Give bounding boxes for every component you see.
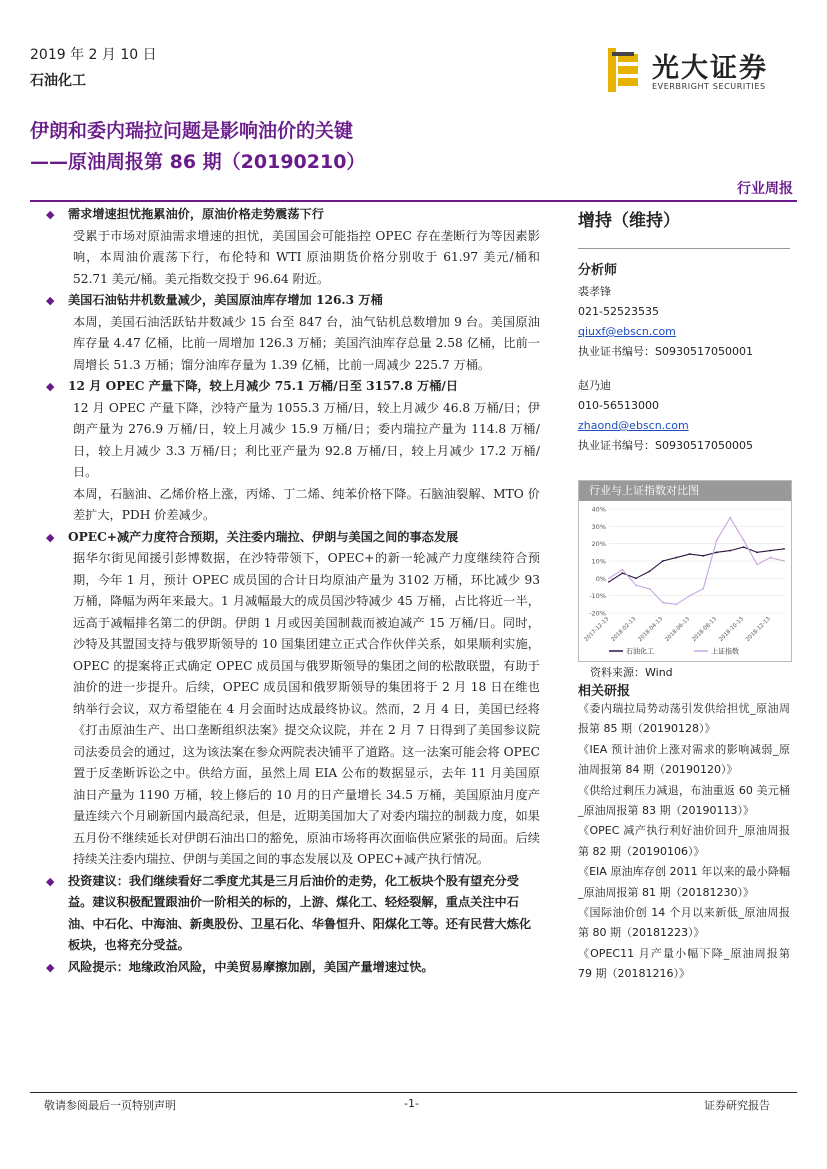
bullet-heading: ◆ 12 月 OPEC 产量下降，较上月减少 75.1 万桶/日至 3157.8 万桶/日	[40, 376, 540, 398]
x-tick-label: 2017-12-13	[583, 616, 611, 644]
data-point	[716, 551, 718, 553]
x-tick-label: 2018-10-13	[718, 616, 746, 644]
data-point	[756, 551, 758, 553]
report-link[interactable]: 《EIA 原油库存创 2011 年以来的最小降幅_原油周报第 81 期（20181230）》	[578, 865, 790, 899]
footer-label: 证券研究报告	[704, 1099, 770, 1112]
research-heading: 相关研报	[578, 684, 631, 699]
footer-disclaimer: 敬请参阅最后一页特别声明	[44, 1099, 176, 1112]
y-tick-label: 20%	[591, 540, 606, 549]
analyst-phone: 010-56513000	[578, 399, 659, 412]
data-point	[689, 595, 691, 597]
bullet-heading: ◆ 风险提示：地缘政治风险，中美贸易摩擦加剧，美国产量增速过快。	[40, 957, 540, 979]
y-tick-label: 30%	[591, 522, 606, 531]
report-link[interactable]: 《OPEC 减产执行利好油价回升_原油周报第 82 期（20190106）》	[578, 824, 790, 858]
report-link[interactable]: 《国际油价创 14 个月以来新低_原油周报第 80 期（20181223）》	[578, 906, 790, 940]
paragraph: 本周，石脑油、乙烯价格上涨，丙烯、丁二烯、纯苯价格下降。石脑油裂解、MTO 价差扩大，PDH 价差减少。	[73, 486, 540, 522]
data-point	[702, 588, 704, 590]
chart-source: 资料来源：Wind	[590, 666, 673, 679]
data-point	[635, 584, 637, 586]
analyst-phone: 021-52523535	[578, 305, 659, 318]
data-point	[716, 539, 718, 541]
sector-label: 石油化工	[30, 73, 86, 89]
comparison-chart	[578, 480, 792, 662]
data-point	[622, 572, 624, 574]
data-point	[743, 539, 745, 541]
paragraph: 受累于市场对原油需求增速的担忧，美国国会可能指控 OPEC 存在垄断行为等因素影响，本周油价震荡下行，布伦特和 WTI 原油期货价格分别收于 61.97 美元/桶和 52.71 美元/桶。美元指数交投于 96.64 附近。	[73, 228, 540, 286]
data-point	[662, 602, 664, 604]
bullet-heading: ◆ 美国石油钻井机数量减少，美国原油库存增加 126.3 万桶	[40, 290, 540, 312]
data-point	[689, 553, 691, 555]
bullet-heading: ◆ OPEC+减产力度符合预期，关注委内瑞拉、伊朗与美国之间的事态发展	[40, 527, 540, 549]
paragraph: 本周，美国石油活跃钻井数减少 15 台至 847 台，油气钻机总数增加 9 台。美国原油库存量 4.47 亿桶，比前一周增加 126.3 万桶；美国汽油库存总量 2.58 亿桶，比前一周增长 51.3 万桶；馏分油库存量为 1.39 亿桶，比前一周减少 225.7 万桶。	[73, 314, 540, 372]
x-tick-label: 2018-06-13	[664, 616, 692, 644]
data-point	[662, 560, 664, 562]
related-research	[578, 680, 790, 985]
analyst-name: 裘孝锋	[578, 285, 611, 298]
x-tick-label: 2018-08-13	[691, 616, 719, 644]
report-link[interactable]: 《OPEC11 月产量小幅下降_原油周报第 79 期（20181216）》	[578, 946, 790, 981]
footer-divider	[30, 1092, 797, 1093]
data-point	[622, 569, 624, 571]
data-point	[648, 571, 650, 573]
report-link[interactable]: 《供给过剩压力减退，布油重返 60 美元桶_原油周报第 83 期（20190113）》	[578, 783, 790, 818]
data-point	[729, 550, 731, 552]
data-point	[648, 588, 650, 590]
report-link[interactable]: 《委内瑞拉局势动荡引发供给担忧_原油周报第 85 期（20190128）》	[578, 702, 790, 736]
analyst-cert: 执业证书编号：S0930517050005	[578, 439, 753, 452]
data-point	[756, 564, 758, 566]
analyst-email-link[interactable]: zhaond@ebscn.com	[578, 419, 689, 432]
report-date: 2019 年 2 月 10 日	[30, 47, 157, 63]
analyst-email-link[interactable]: qiuxf@ebscn.com	[578, 325, 676, 338]
data-point	[770, 550, 772, 552]
legend-label: 石油化工	[626, 647, 654, 656]
report-type: 行业周报	[737, 181, 793, 197]
rating: 增持（维持）	[578, 206, 790, 249]
data-point	[783, 560, 785, 562]
data-point	[770, 557, 772, 559]
data-point	[702, 555, 704, 557]
logo-name: 光大证券	[652, 53, 768, 84]
report-subtitle: ——原油周报第 86 期（20190210）	[30, 151, 366, 173]
report-list	[578, 699, 790, 985]
logo-english: EVERBRIGHT SECURITIES	[652, 82, 766, 91]
analyst-cert: 执业证书编号：S0930517050001	[578, 345, 753, 358]
bullet-heading: ◆ 投资建议：我们继续看好二季度尤其是三月后油价的走势，化工板块个股有望充分受益。建议积极配置跟油价一阶相关的标的，上游、煤化工、轻烃裂解，重点关注中石油、中石化、中海油、新奥股份、卫星石化、华鲁恒升、阳煤化工等。还有民营大炼化板块，也将充分受益。	[40, 871, 540, 957]
paragraph: 12 月 OPEC 产量下降，沙特产量为 1055.3 万桶/日，较上月减少 46.8 万桶/日；伊朗产量为 276.9 万桶/日，较上月减少 15.9 万桶/日；委内瑞拉产量为 114.8 万桶/日，较上月减少 3.3 万桶/日；利比亚产量为 92.8 万桶/日，较上月减少 17.2 万桶/日。	[73, 400, 540, 479]
x-tick-label: 2018-12-13	[745, 616, 772, 644]
report-link[interactable]: 《IEA 预计油价上涨对需求的影响减弱_原油周报第 84 期（20190120）》	[578, 742, 790, 777]
analyst-heading: 分析师	[578, 263, 618, 278]
header-divider	[30, 200, 797, 202]
y-tick-label: 0%	[595, 574, 606, 583]
x-tick-label: 2018-04-13	[637, 616, 665, 644]
x-tick-label: 2018-02-13	[610, 616, 638, 644]
page-number: -1-	[404, 1097, 419, 1110]
bullet-heading: ◆ 需求增速担忧拖累油价，原油价格走势震荡下行	[40, 204, 540, 226]
data-point	[783, 548, 785, 550]
data-point	[729, 517, 731, 519]
y-tick-label: 40%	[591, 505, 606, 514]
data-point	[608, 577, 610, 579]
data-point	[675, 603, 677, 605]
y-tick-label: 10%	[591, 557, 606, 566]
data-point	[635, 577, 637, 579]
chart-title: 行业与上证指数对比图	[579, 481, 791, 501]
data-point	[675, 557, 677, 559]
chart-plot	[579, 501, 791, 659]
data-point	[743, 546, 745, 548]
data-point	[608, 581, 610, 583]
report-title: 伊朗和委内瑞拉问题是影响油价的关键	[30, 120, 354, 142]
analyst-name: 赵乃迪	[578, 379, 611, 392]
main-content	[40, 204, 540, 978]
paragraph: 据华尔街见闻援引彭博数据，在沙特带领下，OPEC+的新一轮减产力度继续符合预期，今年 1 月，预计 OPEC 成员国的合计日均原油产量为 3102 万桶，环比减少 93 万桶，降幅为两年来最大。1 月减幅最大的成员国沙特减少 45 万桶，占比将近一半，远高于减幅排名第二的伊朗。伊朗 1 月或因美国制裁而被迫减产 15 万桶/日。同时，沙特及其盟国支持与俄罗斯领导的 10 国集团建立正式合作伙伴关系，如果顺利实施，OPEC 的提案将正式确定 OPEC 成员国与俄罗斯领导的集团之间的松散联盟，有助于油价的进一步提升。后续，OPEC 成员国和俄罗斯领导的集团将于 2 月 18 日在维也纳举行会议，双方希望能在 4 月会面时达成最终协议。然而，2 月 4 日，美国已经将《打击原油生产、出口垄断组织法案》提交众议院，并在 2 月 7 日得到了美国参议院司法委员会的通过，这为该法案在参众两院表决铺平了道路。这一法案可能会将 OPEC 置于反垄断诉讼之中。供给方面，虽然上周 EIA 公布的数据显示，去年 11 月美国原油日产量为 1190 万桶，较上修后的 10 月的日产量增长 34.5 万桶，美国原油月度产量连续六个月刷新国内最高纪录，但是，近期美国加大了对委内瑞拉的制裁力度，如果五月份不继续延长对伊朗石油出口的豁免，原油市场将再次面临供应紧张的局面。后续持续关注委内瑞拉、伊朗与美国之间的事态发展以及 OPEC+减产执行情况。	[73, 551, 540, 866]
legend-label: 上证指数	[711, 647, 739, 656]
y-tick-label: -10%	[589, 592, 606, 601]
sidebar	[578, 204, 790, 456]
y-tick-label: -20%	[589, 609, 606, 618]
